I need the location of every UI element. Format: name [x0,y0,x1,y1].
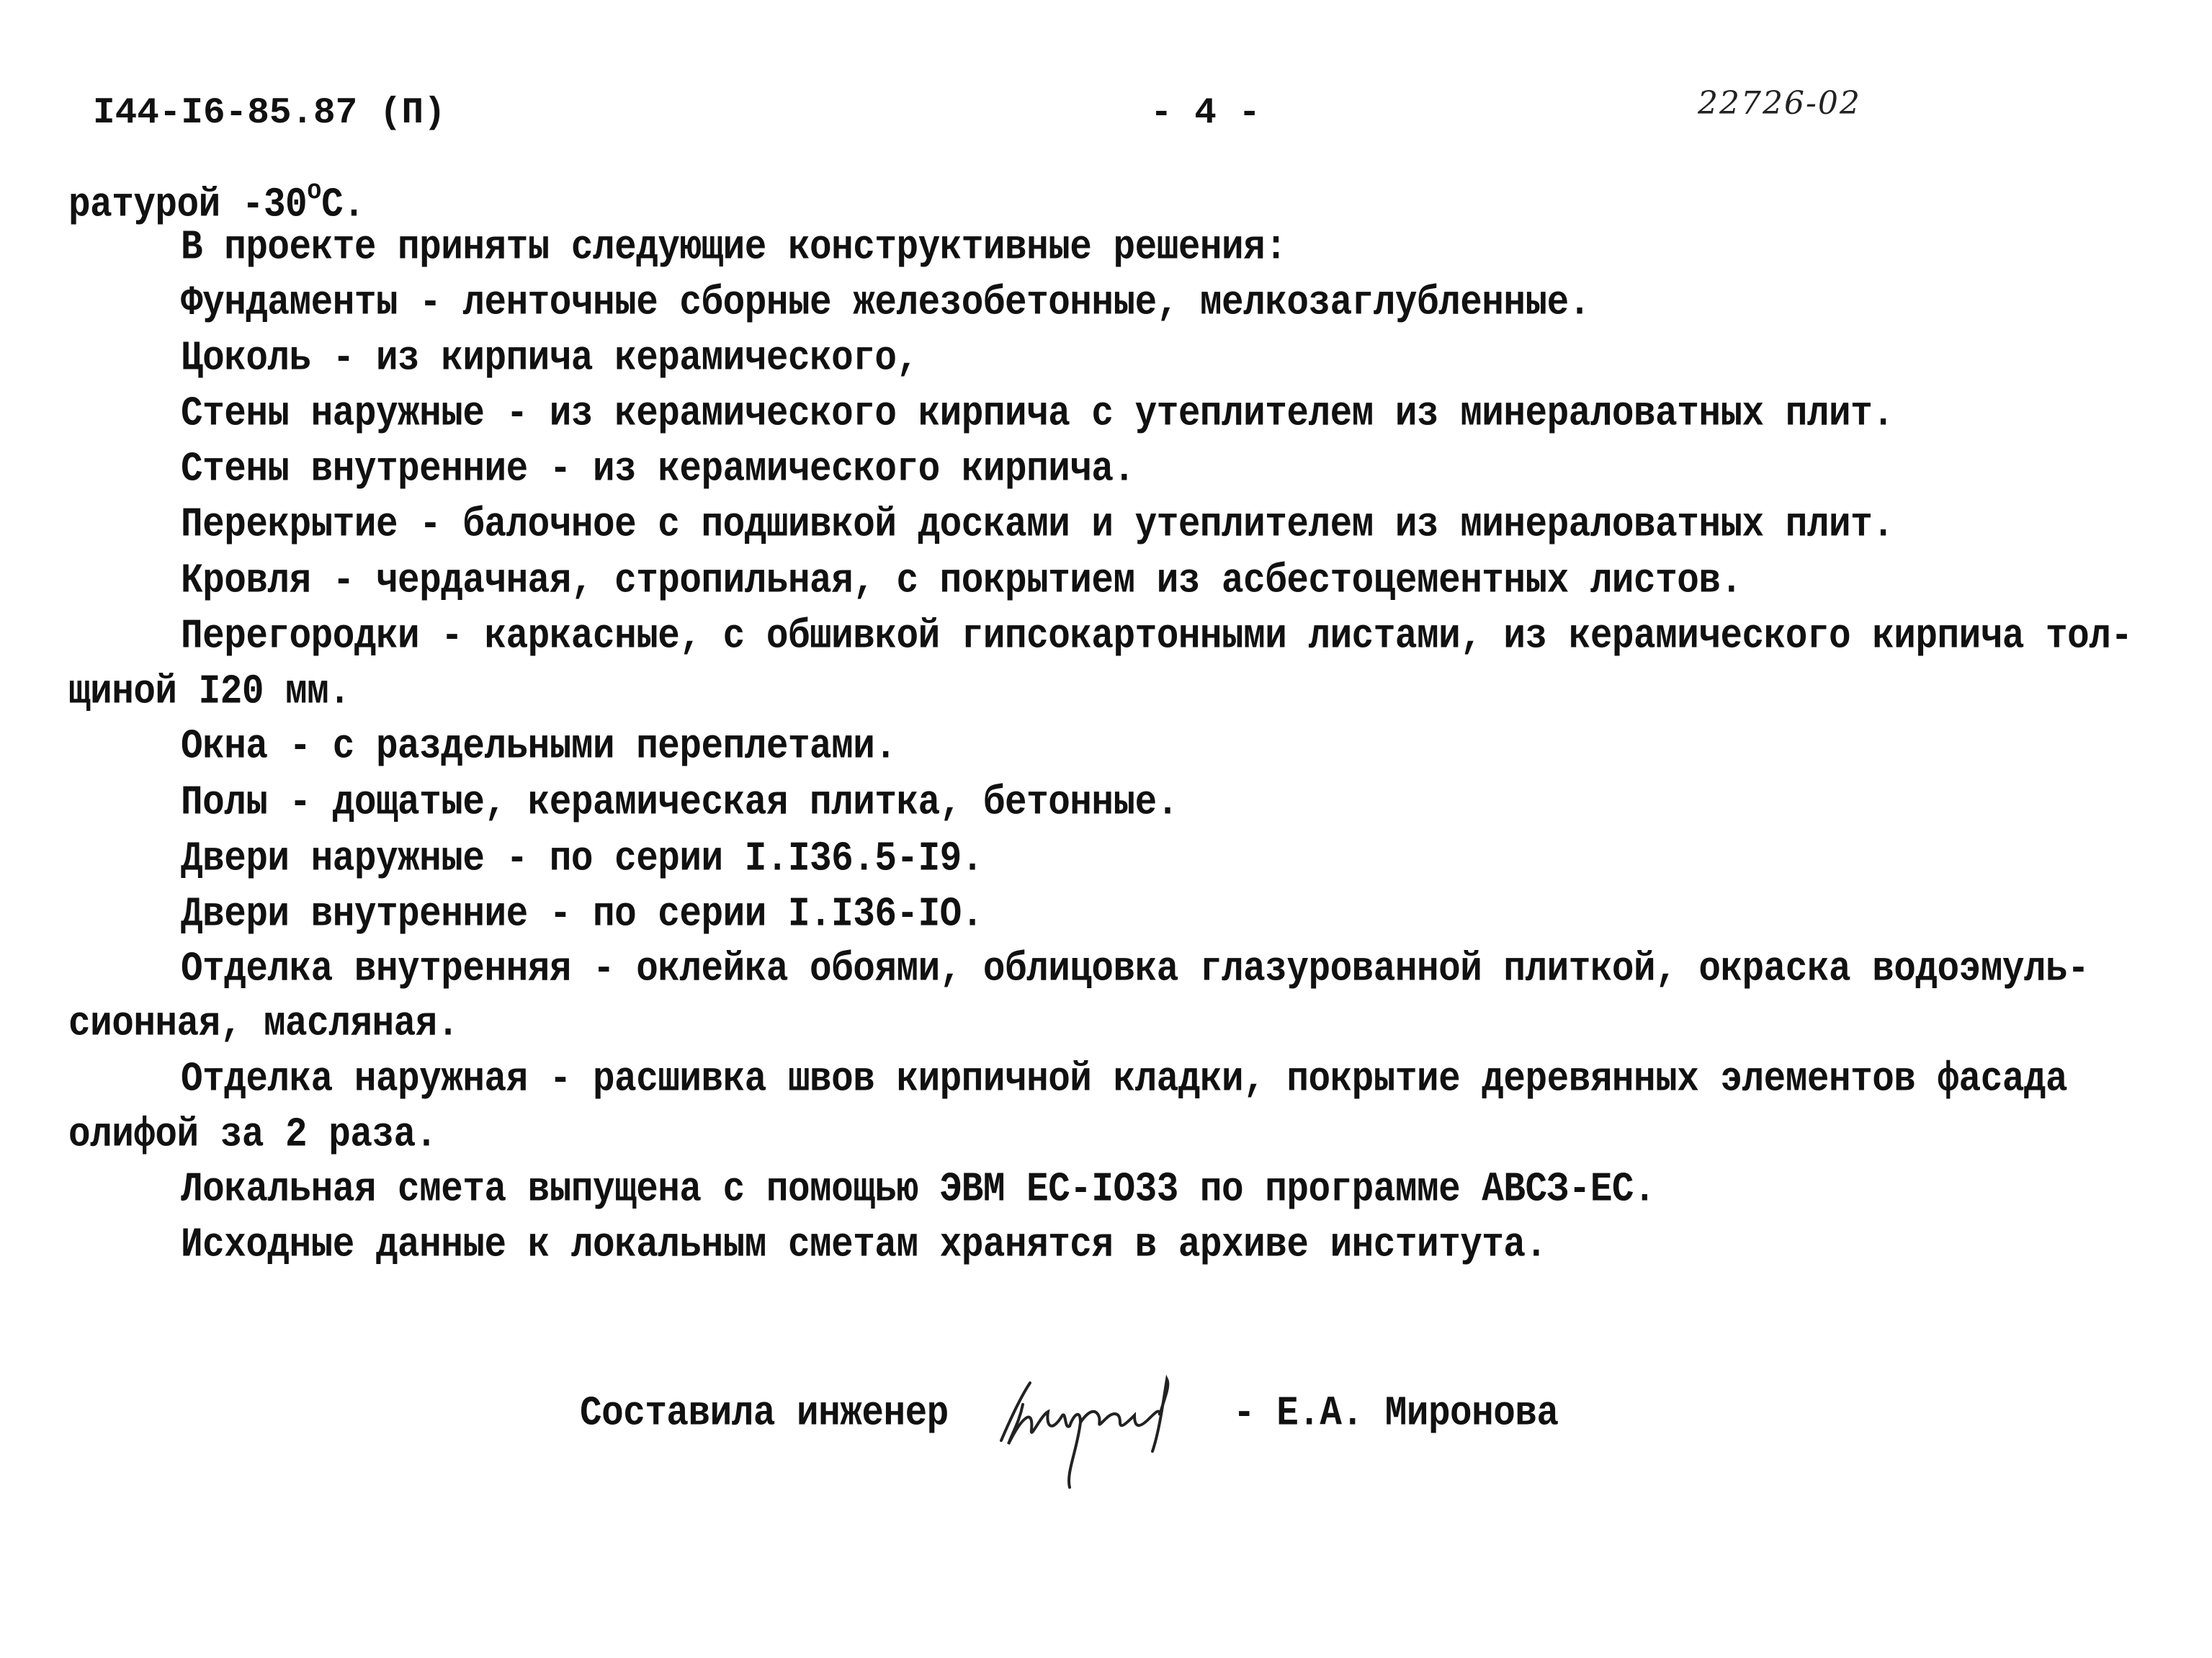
body-line: Перегородки - каркасные, с обшивкой гипсокартонными листами, из керамического кирпича тол- [181,614,2133,660]
body-line: Двери наружные - по серии I.I36.5-I9. [181,836,983,883]
degree-sup: o [307,176,322,207]
signer-name: - Е.А. Миронова [1233,1391,1559,1438]
body-line: В проекте приняты следующие конструктивные решения: [181,225,1287,272]
body-line: Двери внутренние - по серии I.I36-IO. [181,892,983,938]
body-line: Перекрытие - балочное с подшивкой досками и утеплителем из минераловатных плит. [181,502,1894,549]
body-line: Окна - с раздельными переплетами. [181,724,897,771]
body-line: Кровля - чердачная, стропильная, с покрытием из асбестоцементных листов. [181,558,1742,605]
body-line: Фундаменты - ленточные сборные железобетонные, мелкозаглубленные. [181,280,1590,327]
body-line-first [68,167,364,230]
body-line: Полы - дощатые, керамическая плитка, бетонные. [181,780,1178,827]
body-line: Стены наружные - из керамического кирпича с утеплителем из минераловатных плит. [181,391,1894,438]
document-code: I44-I6-85.87 (П) [93,93,446,134]
first-line-tail: С. [321,182,365,229]
body-line: Локальная смета выпущена с помощью ЭВМ ЕС-IO33 по программе АВСЗ-ЕС. [181,1167,1656,1214]
body-line: сионная, масляная. [68,1001,459,1048]
body-line: Цоколь - из кирпича керамического, [181,336,918,382]
body-line: щиной I20 мм. [68,669,351,716]
body-line: Стены внутренние - из керамического кирпича. [181,447,1135,493]
signature-label: Составила инженер [580,1391,949,1438]
handwritten-number: 22726-02 [1698,85,1861,122]
page-number: - 4 - [1150,93,1261,134]
body-line: олифой за 2 раза. [68,1112,437,1159]
body-line: Исходные данные к локальным сметам хранятся в архиве института. [181,1222,1547,1269]
body-line: Отделка наружная - расшивка швов кирпичной кладки, покрытие деревянных элементов фасада [181,1057,2068,1103]
handwritten-signature [980,1372,1239,1495]
first-line-text: ратурой -30 [68,182,308,229]
body-line: Отделка внутренняя - оклейка обоями, облицовка глазурованной плиткой, окраска водоэмуль- [181,946,2090,993]
